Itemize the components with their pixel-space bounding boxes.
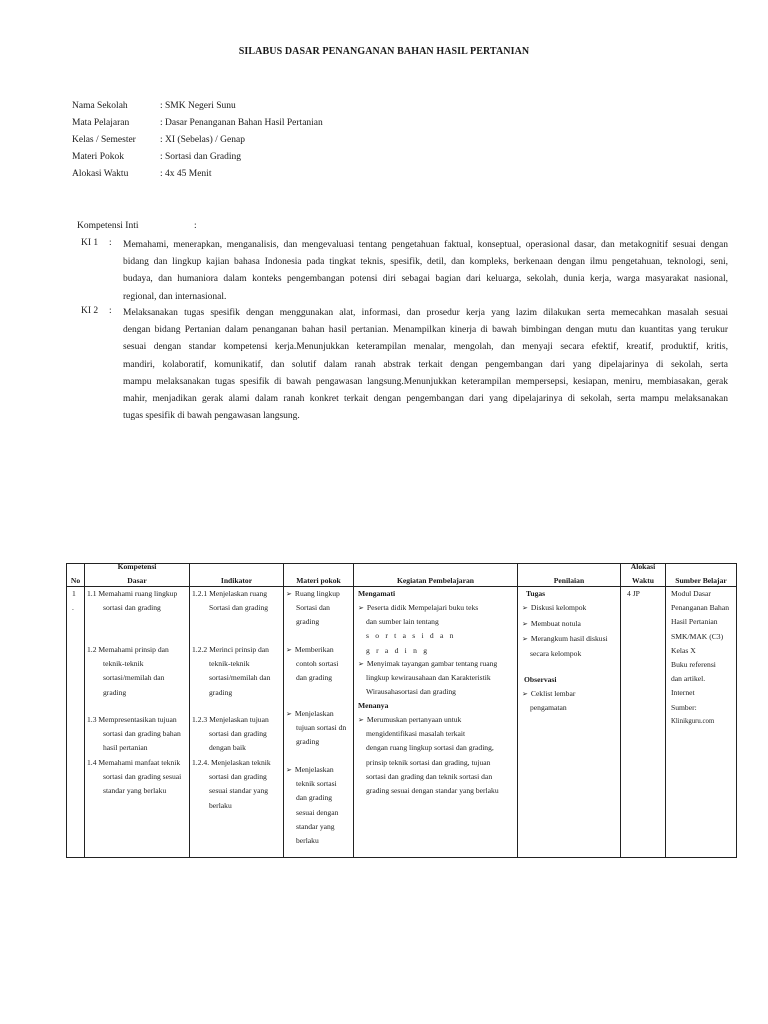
indikator-item: berlaku	[209, 800, 232, 810]
ki-colon: :	[109, 306, 112, 316]
kegiatan-item: mengidentifikasi masalah terkait	[366, 729, 466, 739]
sumber-belajar-item: Modul Dasar	[671, 589, 711, 598]
kompetensi-dasar-item: 1.3 Mempresentasikan tujuan	[87, 715, 177, 724]
row-number-dot: .	[72, 603, 74, 612]
kegiatan-item: sortasi dan grading dan teknik sortasi dan	[366, 771, 493, 781]
materi-pokok-item: berlaku	[296, 836, 319, 845]
row-number: 1	[72, 589, 76, 598]
ki-line: regional, dan internasional.	[123, 291, 227, 302]
info-row-topic	[72, 149, 323, 166]
ki-line: sesuai dengan standar kompetensi kerja.Menunjukkan keterampilan menalar, mengolah, dan menyaji secara efektif, kreatif, produktif, kritis,	[123, 342, 728, 353]
info-row-school	[72, 97, 323, 114]
ki-1-text	[123, 237, 728, 306]
kompetensi-dasar-item: 1.2 Memahami prinsip dan	[87, 645, 169, 654]
info-row-class	[72, 131, 323, 148]
indikator-item: sortasi dan grading	[209, 729, 267, 739]
penilaian-item: ➢ Membuat notula	[522, 617, 581, 631]
cell-kompetensi-dasar	[85, 587, 190, 858]
sumber-belajar-item: Internet	[671, 688, 695, 698]
kegiatan-item: ➢ Peserta didik Mempelajari buku teks	[358, 601, 478, 615]
info-row-subject	[72, 114, 323, 131]
document-title: SILABUS DASAR PENANGANAN BAHAN HASIL PERTANIAN	[238, 46, 530, 57]
indikator-item: teknik-teknik	[209, 659, 250, 669]
kegiatan-item: s o r t a s i d a n	[366, 631, 456, 641]
cell-alokasi	[621, 587, 666, 858]
ki-line: dengan bidang Pertanian dalam penanganan bahan hasil pertanian. Menampilkan kinerja di bawah bimbingan dengan mutu dan kuantitas yang terukur	[123, 325, 728, 336]
ki-line: bidang dan lingkup kajian bahasa Indonesia pada tingkat teknis, spesifik, detil, dan kompleks, berkenaan dengan ilmu pengetahuan, teknologi, seni,	[123, 257, 728, 268]
header-kompetensi-line-2: Dasar	[127, 576, 147, 585]
core-competence-label: Kompetensi Inti	[77, 221, 139, 231]
header-alokasi-line-1: Alokasi	[630, 562, 656, 571]
kegiatan-item: ➢ Merumuskan pertanyaan untuk	[358, 713, 461, 727]
info-value: : 4x 45 Menit	[160, 169, 212, 180]
indikator-item: sortasi/memilah dan	[209, 673, 271, 683]
cell-penilaian	[518, 587, 621, 858]
materi-pokok-item: Sortasi dan	[296, 603, 330, 613]
kegiatan-heading-mengamati: Mengamati	[358, 589, 396, 598]
sumber-belajar-item: Sumber:	[671, 702, 697, 712]
penilaian-heading-tugas: Tugas	[526, 589, 546, 598]
kompetensi-dasar-item: sortasi/memilah dan	[103, 673, 165, 683]
ki-line: Melaksanakan tugas spesifik dengan menggunakan alat, informasi, dan prosedur kerja yang lazim dilakukan serta memecahkan masalah sesuai	[123, 308, 728, 318]
kompetensi-dasar-item: standar yang berlaku	[103, 786, 167, 796]
ki-line: mandiri, kolaboratif, komunikatif, dan solutif dalam ranah abstrak terkait dengan pengembangan dari yang dipelajarinya di sekolah, serta	[123, 359, 728, 370]
ki-line: tugas spesifik di bawah pengawasan langsung.	[123, 411, 300, 422]
table-header-row	[67, 564, 737, 587]
kegiatan-item: Wirausahasortasi dan grading	[366, 687, 456, 697]
header-materi-pokok: Materi pokok	[284, 564, 354, 587]
indikator-item: 1.2.3 Menjelaskan tujuan	[192, 715, 269, 724]
materi-pokok-item: sesuai dengan	[296, 807, 339, 817]
materi-pokok-item: grading	[296, 737, 320, 747]
kegiatan-item: grading sesuai dengan standar yang berlaku	[366, 786, 499, 795]
cell-indikator	[190, 587, 284, 858]
sumber-belajar-item: dan artikel.	[671, 674, 706, 684]
ki-line: mahir, menjadikan gerak alami dalam ranah konkret terkait dengan pengembangan dari yang dipelajarinya di sekolah, serta mampu melaksanakan	[123, 394, 728, 405]
info-value: : SMK Negeri Sunu	[160, 100, 236, 111]
core-competence-colon: :	[194, 221, 197, 231]
ki-line: budaya, dan humaniora dalam konteks pengembangan potensi diri sebagai bagian dari keluarga, sekolah, dunia kerja, warga masyarakat nasional,	[123, 274, 728, 285]
indikator-item: Sortasi dan grading	[209, 603, 269, 613]
penilaian-heading-observasi: Observasi	[524, 675, 557, 684]
indikator-item: dengan baik	[209, 743, 246, 753]
kegiatan-item: g r a d i n g	[366, 645, 430, 655]
kompetensi-dasar-item: grading	[103, 687, 127, 697]
info-label: Materi Pokok	[72, 152, 124, 163]
identity-block	[72, 97, 323, 183]
materi-pokok-item: contoh sortasi	[296, 659, 339, 669]
indikator-item: 1.2.2 Merinci prinsip dan	[192, 645, 269, 654]
indikator-item: sortasi dan grading	[209, 772, 267, 782]
ki-line: mampu melaksanakan tugas spesifik di bawah pengawasan langsung.Menunjukkan keterampilan mempersepsi, kesiapan, meniru, membiasakan, gerak	[123, 376, 728, 387]
ki-1-label: KI 1	[81, 238, 99, 248]
materi-pokok-item: tujuan sortasi dn	[296, 723, 347, 733]
sumber-belajar-item: Kelas X	[671, 645, 696, 655]
alokasi-value: 4 JP	[627, 589, 640, 598]
sumber-belajar-item: Klinikguru.com	[671, 717, 715, 725]
kegiatan-item: dan sumber lain tentang	[366, 617, 439, 627]
table-row	[67, 587, 737, 858]
ki-2-text	[123, 305, 728, 425]
info-label: Mata Pelajaran	[72, 117, 130, 128]
info-value: : Dasar Penanganan Bahan Hasil Pertanian	[160, 117, 323, 128]
header-indikator: Indikator	[190, 564, 284, 587]
ki-line: Memahami, menerapkan, menganalisis, dan mengevaluasi tentang pengetahuan faktual, konseptual, operasional dasar, dan metakognitif sesuai dengan	[123, 240, 728, 250]
materi-pokok-item: dan grading	[296, 673, 333, 683]
sumber-belajar-item: Penanganan Bahan	[671, 603, 729, 613]
header-kegiatan: Kegiatan Pembelajaran	[354, 564, 518, 587]
ki-colon: :	[109, 238, 112, 248]
header-alokasi-waktu	[621, 564, 666, 587]
core-competence-heading	[77, 221, 197, 231]
materi-pokok-item: ➢ Menjelaskan	[286, 763, 334, 777]
kegiatan-item: lingkup kewirausahaan dan Karakteristik	[366, 673, 491, 683]
info-label: Nama Sekolah	[72, 100, 128, 111]
header-sumber-belajar: Sumber Belajar	[666, 564, 737, 587]
materi-pokok-item: standar yang	[296, 821, 335, 831]
header-no: No	[67, 564, 85, 587]
penilaian-item: secara kelompok	[530, 648, 582, 658]
materi-pokok-item: grading	[296, 617, 320, 627]
header-penilaian: Penilaian	[518, 564, 621, 587]
sumber-belajar-item: SMK/MAK (C3)	[671, 631, 724, 641]
materi-pokok-item: dan grading	[296, 793, 333, 803]
materi-pokok-item: ➢ Menjelaskan	[286, 707, 334, 721]
kompetensi-dasar-item: 1.1 Memahami ruang lingkup	[87, 589, 178, 598]
cell-sumber-belajar	[666, 587, 737, 858]
materi-pokok-item: ➢ Ruang lingkup	[286, 587, 340, 601]
kompetensi-dasar-item: hasil pertanian	[103, 743, 148, 753]
kegiatan-heading-menanya: Menanya	[358, 701, 389, 710]
penilaian-item: pengamatan	[530, 703, 567, 713]
kompetensi-dasar-item: 1.4 Memahami manfaat teknik	[87, 758, 181, 767]
penilaian-item: ➢ Merangkum hasil diskusi	[522, 632, 608, 646]
header-alokasi-line-2: Waktu	[632, 576, 654, 585]
kompetensi-dasar-item: teknik-teknik	[103, 659, 144, 669]
cell-kegiatan	[354, 587, 518, 858]
info-label: Kelas / Semester	[72, 134, 136, 145]
indikator-item: sesuai standar yang	[209, 786, 269, 796]
cell-materi-pokok	[284, 587, 354, 858]
cell-no	[67, 587, 85, 858]
kegiatan-item: ➢ Menyimak tayangan gambar tentang ruang	[358, 657, 497, 671]
materi-pokok-item: ➢ Memberikan	[286, 643, 334, 657]
header-kompetensi-line-1: Kompetensi	[117, 562, 157, 571]
info-label: Alokasi Waktu	[72, 169, 129, 180]
sumber-belajar-item: Buku referensi	[671, 660, 716, 669]
indikator-item: grading	[209, 687, 233, 697]
kompetensi-dasar-item: sortasi dan grading sesuai	[103, 772, 182, 782]
info-row-time	[72, 166, 323, 183]
header-kompetensi-dasar	[85, 564, 190, 587]
kegiatan-item: prinsip teknik sortasi dan grading, tujuan	[366, 757, 491, 767]
kompetensi-dasar-item: sortasi dan grading bahan	[103, 729, 181, 739]
syllabus-table	[66, 563, 737, 858]
info-value: : Sortasi dan Grading	[160, 152, 242, 163]
penilaian-item: ➢ Diskusi kelompok	[522, 601, 586, 615]
info-value: : XI (Sebelas) / Genap	[160, 134, 245, 145]
penilaian-item: ➢ Ceklist lembar	[522, 687, 575, 701]
indikator-item: 1.2.1 Menjelaskan ruang	[192, 589, 268, 598]
indikator-item: 1.2.4. Menjelaskan teknik	[192, 758, 271, 767]
ki-2-label: KI 2	[81, 306, 99, 316]
sumber-belajar-item: Hasil Pertanian	[671, 617, 718, 627]
materi-pokok-item: teknik sortasi	[296, 779, 337, 789]
kegiatan-item: dengan ruang lingkup sortasi dan grading,	[366, 743, 494, 753]
kompetensi-dasar-item: sortasi dan grading	[103, 603, 161, 613]
